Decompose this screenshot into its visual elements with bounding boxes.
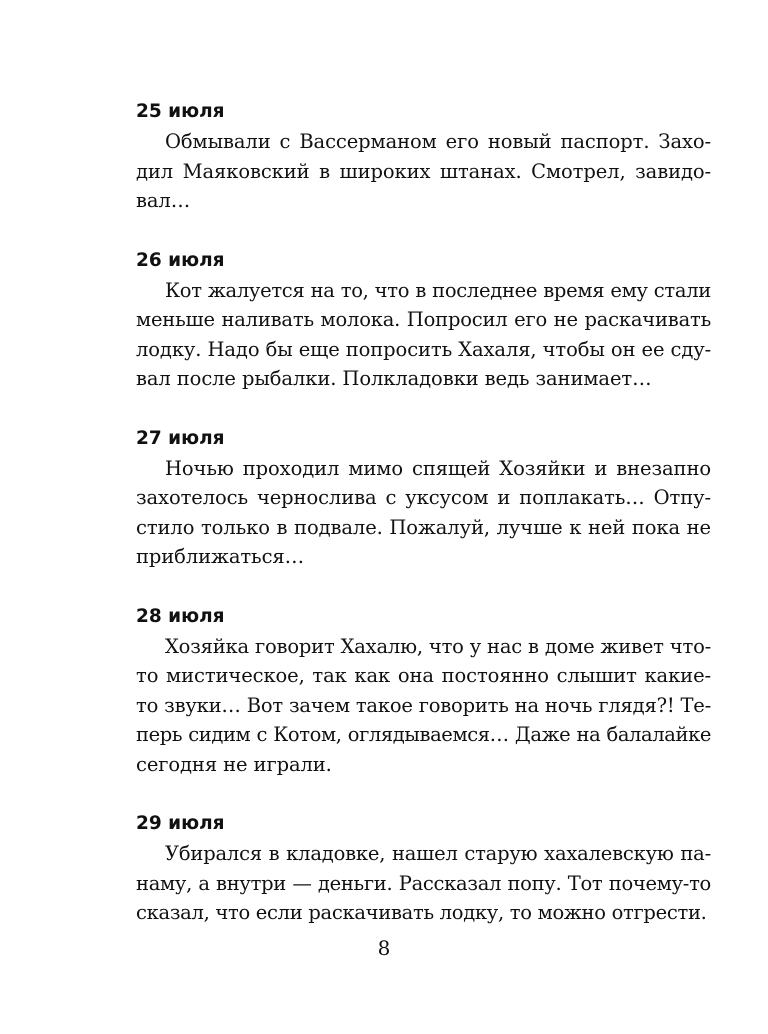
entry-text — [107, 127, 711, 216]
diary-entry-28 — [107, 601, 711, 780]
text-line: сегодня не играли. — [136, 752, 332, 776]
text-line: перь сидим с Котом, оглядываемся… Даже на балалайке — [136, 723, 711, 746]
diary-entry-27 — [107, 423, 711, 572]
diary-entry-25 — [107, 96, 711, 216]
text-line: Хозяйка говорит Хахалю, что у нас в доме живет что- — [165, 634, 711, 658]
text-line: меньше наливать молока. Попросил его не раскачивать — [136, 308, 711, 331]
text-line: Ночью проходил мимо спящей Хозяйки и внезапно — [165, 456, 711, 480]
entry-date: 29 июля — [136, 813, 225, 834]
text-line: стило только в подвале. Пожалуй, лучше к ней пока не — [136, 515, 711, 539]
text-line: вал… — [136, 189, 191, 212]
text-line: приближаться… — [136, 545, 304, 568]
entry-text — [107, 454, 711, 572]
entry-text — [107, 839, 711, 928]
diary-entry-26 — [107, 245, 711, 394]
entry-text — [107, 632, 711, 780]
text-line: вал после рыбалки. Полкладовки ведь занимает… — [136, 367, 652, 390]
text-line: то звуки… Вот зачем такое говорить на ночь глядя?! Те- — [136, 693, 711, 717]
text-line: дил Маяковский в широких штанах. Смотрел, завидо- — [136, 159, 711, 183]
diary-entry-29 — [107, 808, 711, 928]
text-line: Убирался в кладовке, нашел старую хахалевскую па- — [165, 842, 711, 865]
text-line: захотелось чернослива с уксусом и поплакать… Отпу- — [136, 486, 711, 509]
entry-date: 28 июля — [136, 605, 225, 627]
entry-text — [107, 276, 711, 394]
entry-date: 27 июля — [136, 427, 225, 449]
page-body — [107, 96, 711, 957]
entry-date: 26 июля — [136, 249, 225, 271]
text-line: лодку. Надо бы еще попросить Хахаля, чтобы он ее сду- — [136, 337, 712, 361]
text-line: Кот жалуется на то, что в последнее время ему стали — [165, 278, 711, 302]
text-line: наму, а внутри — деньги. Рассказал попу. Тот почему-то — [136, 871, 711, 895]
entry-date: 25 июля — [136, 101, 225, 122]
text-line: сказал, что если раскачивать лодку, то можно отгрести. — [136, 901, 707, 924]
text-line: то мистическое, так как она постоянно слышит какие- — [136, 664, 711, 687]
page-number: 8 — [377, 936, 391, 960]
text-line: Обмывали с Вассерманом его новый паспорт. Захо- — [165, 130, 711, 153]
